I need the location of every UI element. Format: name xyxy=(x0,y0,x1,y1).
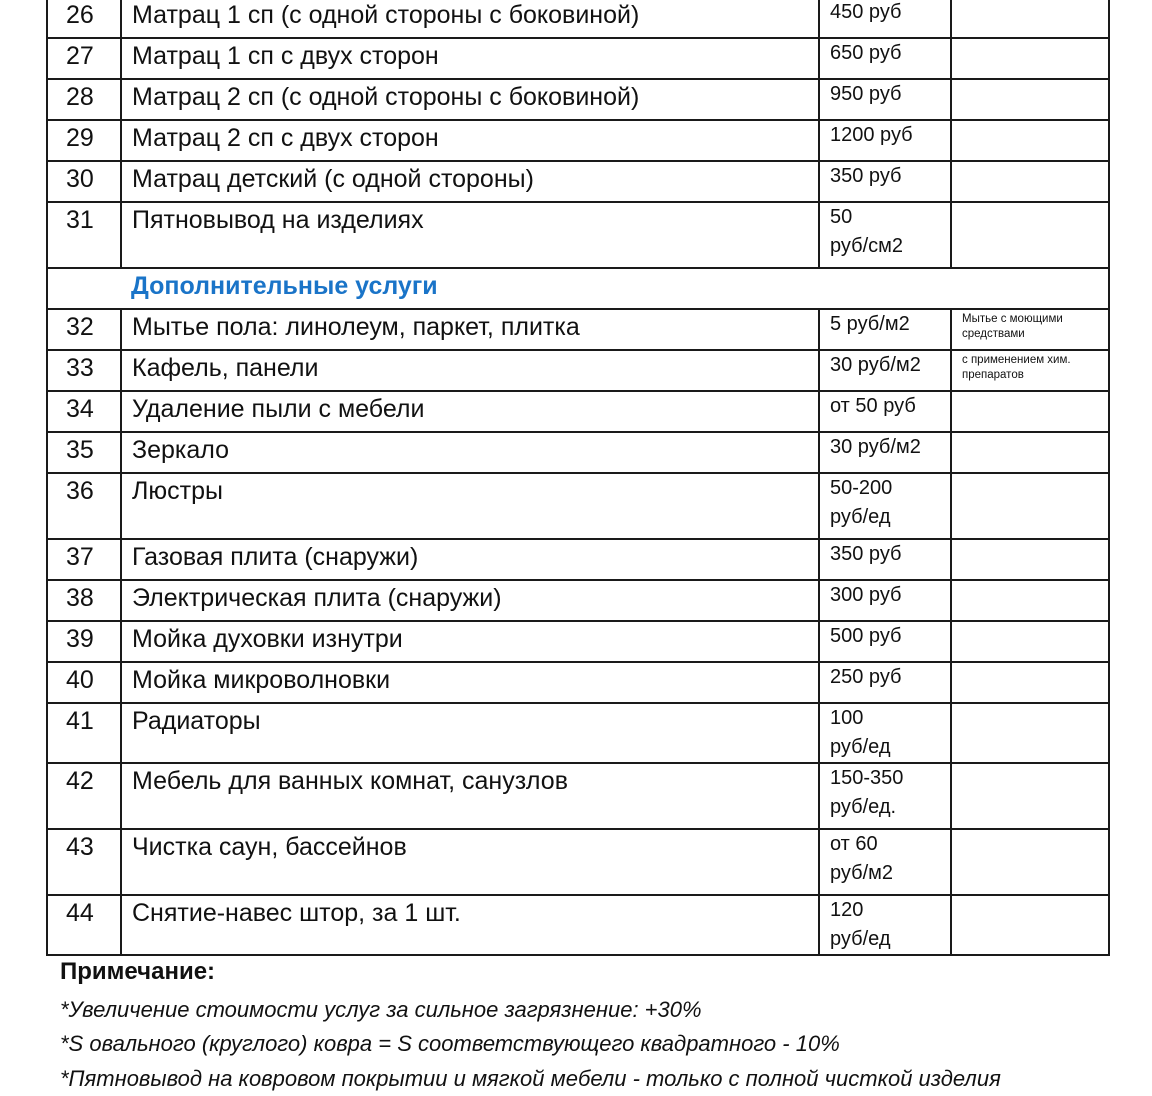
service-note xyxy=(951,0,1109,38)
service-name: Мебель для ванных комнат, санузлов xyxy=(121,763,819,829)
service-name: Матрац 2 сп с двух сторон xyxy=(121,120,819,161)
table-row xyxy=(47,0,1109,38)
service-note: с применением хим. препаратов xyxy=(951,350,1109,391)
service-note xyxy=(951,391,1109,432)
service-name: Пятновывод на изделиях xyxy=(121,202,819,268)
table-row xyxy=(47,829,1109,895)
service-note xyxy=(951,829,1109,895)
service-name: Матрац 1 сп (с одной стороны с боковиной) xyxy=(121,0,819,38)
service-note xyxy=(951,662,1109,703)
table-row xyxy=(47,703,1109,763)
row-number: 43 xyxy=(47,829,121,895)
service-name: Газовая плита (снаружи) xyxy=(121,539,819,580)
service-price: 950 руб xyxy=(819,79,951,120)
row-number: 34 xyxy=(47,391,121,432)
service-price: 1200 руб xyxy=(819,120,951,161)
service-note xyxy=(951,38,1109,79)
service-note xyxy=(951,202,1109,268)
table-row xyxy=(47,38,1109,79)
row-number: 30 xyxy=(47,161,121,202)
row-number: 39 xyxy=(47,621,121,662)
service-price: 350 руб xyxy=(819,539,951,580)
row-number: 28 xyxy=(47,79,121,120)
service-note xyxy=(951,703,1109,763)
table-row xyxy=(47,391,1109,432)
section-row xyxy=(47,268,1109,309)
service-name: Снятие-навес штор, за 1 шт. xyxy=(121,895,819,955)
service-name: Электрическая плита (снаружи) xyxy=(121,580,819,621)
service-price: 450 руб xyxy=(819,0,951,38)
price-table xyxy=(46,0,1110,956)
row-number: 32 xyxy=(47,309,121,350)
table-row xyxy=(47,350,1109,391)
service-name: Мытье пола: линолеум, паркет, плитка xyxy=(121,309,819,350)
service-price: 350 руб xyxy=(819,161,951,202)
row-number: 33 xyxy=(47,350,121,391)
table-row xyxy=(47,763,1109,829)
service-name: Чистка саун, бассейнов xyxy=(121,829,819,895)
table-row xyxy=(47,473,1109,539)
notes-title: Примечание: xyxy=(60,958,216,985)
service-note xyxy=(951,539,1109,580)
row-number: 29 xyxy=(47,120,121,161)
service-name: Матрац 2 сп (с одной стороны с боковиной) xyxy=(121,79,819,120)
service-note xyxy=(951,432,1109,473)
table-row xyxy=(47,895,1109,955)
note-line: *Пятновывод на ковровом покрытии и мягкой мебели - только с полной чисткой изделия xyxy=(60,1065,1001,1091)
service-note xyxy=(951,161,1109,202)
service-note xyxy=(951,580,1109,621)
table-row xyxy=(47,662,1109,703)
service-price: 30 руб/м2 xyxy=(819,350,951,391)
service-price: 50-200 руб/ед xyxy=(819,473,951,539)
table-row xyxy=(47,309,1109,350)
row-number: 26 xyxy=(47,0,121,38)
section-spacer xyxy=(47,268,121,309)
service-price: от 60 руб/м2 xyxy=(819,829,951,895)
service-price: 150-350 руб/ед. xyxy=(819,763,951,829)
service-price: 650 руб xyxy=(819,38,951,79)
service-price: 50 руб/см2 xyxy=(819,202,951,268)
row-number: 31 xyxy=(47,202,121,268)
service-note xyxy=(951,895,1109,955)
service-name: Радиаторы xyxy=(121,703,819,763)
service-price: 100 руб/ед xyxy=(819,703,951,763)
row-number: 42 xyxy=(47,763,121,829)
table-row xyxy=(47,432,1109,473)
row-number: 40 xyxy=(47,662,121,703)
service-name: Матрац 1 сп с двух сторон xyxy=(121,38,819,79)
notes-section xyxy=(60,958,1130,1096)
note-line: *S овального (круглого) ковра = S соответствующего квадратного - 10% xyxy=(60,1031,840,1057)
service-note: Мытье с моющими средствами xyxy=(951,309,1109,350)
service-note xyxy=(951,120,1109,161)
service-price: 250 руб xyxy=(819,662,951,703)
table-row xyxy=(47,621,1109,662)
row-number: 44 xyxy=(47,895,121,955)
service-price: 300 руб xyxy=(819,580,951,621)
row-number: 37 xyxy=(47,539,121,580)
row-number: 35 xyxy=(47,432,121,473)
service-price: 30 руб/м2 xyxy=(819,432,951,473)
table-row xyxy=(47,539,1109,580)
table-row xyxy=(47,161,1109,202)
service-name: Кафель, панели xyxy=(121,350,819,391)
row-number: 38 xyxy=(47,580,121,621)
row-number: 41 xyxy=(47,703,121,763)
service-price: 120 руб/ед xyxy=(819,895,951,955)
table-row xyxy=(47,79,1109,120)
service-note xyxy=(951,621,1109,662)
service-name: Удаление пыли с мебели xyxy=(121,391,819,432)
service-name: Мойка духовки изнутри xyxy=(121,621,819,662)
service-note xyxy=(951,79,1109,120)
service-price: 5 руб/м2 xyxy=(819,309,951,350)
service-name: Зеркало xyxy=(121,432,819,473)
row-number: 27 xyxy=(47,38,121,79)
service-name: Матрац детский (с одной стороны) xyxy=(121,161,819,202)
table-row xyxy=(47,120,1109,161)
row-number: 36 xyxy=(47,473,121,539)
service-price: 500 руб xyxy=(819,621,951,662)
service-note xyxy=(951,763,1109,829)
service-name: Мойка микроволновки xyxy=(121,662,819,703)
service-note xyxy=(951,473,1109,539)
service-name: Люстры xyxy=(121,473,819,539)
table-row xyxy=(47,580,1109,621)
section-title: Дополнительные услуги xyxy=(121,268,1109,309)
note-line: *Увеличение стоимости услуг за сильное загрязнение: +30% xyxy=(60,996,702,1022)
service-price: от 50 руб xyxy=(819,391,951,432)
table-row xyxy=(47,202,1109,268)
